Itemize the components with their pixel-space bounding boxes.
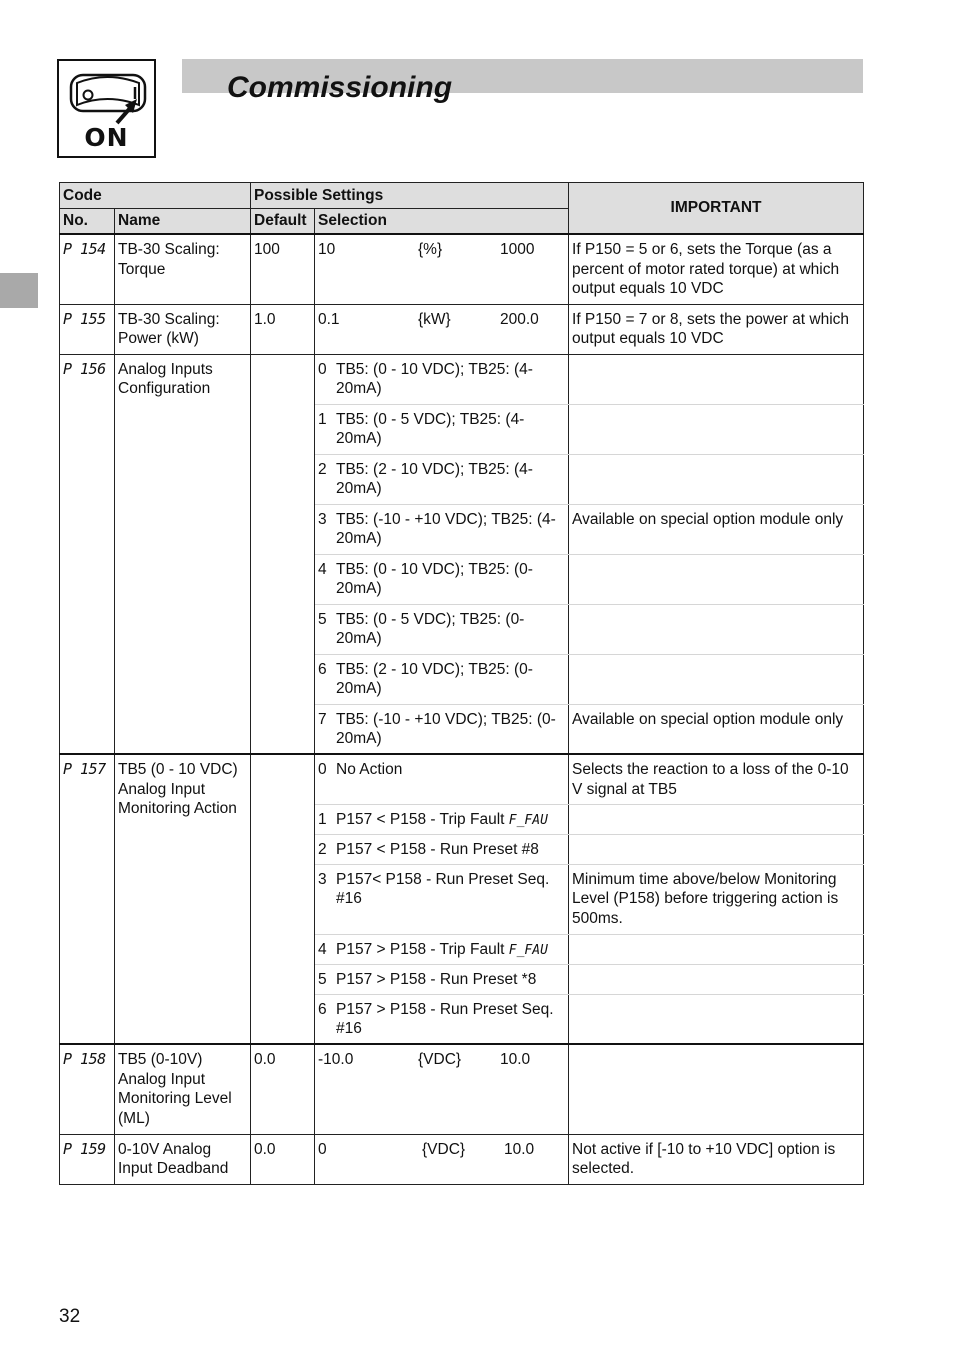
param-name: TB-30 Scaling: Power (kW)	[115, 304, 251, 354]
fault-code: F_FAU	[508, 812, 548, 828]
param-default	[251, 354, 315, 754]
side-tab-marker	[0, 273, 38, 308]
important-note: If P150 = 5 or 6, sets the Torque (as a percent of motor rated torque) at which output equals 10 VDC	[569, 234, 864, 304]
param-name: TB5 (0 - 10 VDC) Analog Input Monitoring Action	[115, 754, 251, 1044]
option-item: 6 TB5: (2 - 10 VDC); TB25: (0-20mA)	[318, 660, 533, 697]
option-item: 0 TB5: (0 - 10 VDC); TB25: (4-20mA)	[318, 360, 533, 397]
table-row-p154	[60, 234, 864, 304]
option-item: 5 P157 > P158 - Run Preset *8	[318, 970, 537, 988]
table-row-p155	[60, 304, 864, 354]
header-selection: Selection	[315, 209, 569, 235]
table-row-p159	[60, 1134, 864, 1184]
option-note	[569, 934, 864, 964]
param-default: 0.0	[251, 1134, 315, 1184]
param-default	[251, 754, 315, 1044]
header-name: Name	[115, 209, 251, 235]
param-code: P 159	[63, 1139, 106, 1158]
param-name: 0-10V Analog Input Deadband	[115, 1134, 251, 1184]
important-note: Not active if [-10 to +10 VDC] option is selected.	[569, 1134, 864, 1184]
option-item: 6 P157 > P158 - Run Preset Seq. #16	[318, 1000, 554, 1037]
option-note	[569, 454, 864, 504]
header-possible-settings: Possible Settings	[251, 183, 569, 209]
option-note	[569, 354, 864, 404]
option-note	[569, 834, 864, 864]
option-item: 2 TB5: (2 - 10 VDC); TB25: (4-20mA)	[318, 460, 533, 497]
selection-max: 10.0	[500, 1051, 531, 1068]
header-default: Default	[251, 209, 315, 235]
param-default: 1.0	[251, 304, 315, 354]
option-item: 1 P157 < P158 - Trip Fault F_FAU	[318, 810, 548, 828]
selection-min: 0.1	[318, 310, 340, 328]
param-default: 0.0	[251, 1044, 315, 1134]
option-item: 3 TB5: (-10 - +10 VDC); TB25: (4-20mA)	[318, 510, 556, 547]
param-name: Analog Inputs Configuration	[115, 354, 251, 754]
page-number: 32	[59, 1306, 81, 1327]
fault-code: F_FAU	[508, 942, 548, 958]
option-item: 4 TB5: (0 - 10 VDC); TB25: (0-20mA)	[318, 560, 533, 597]
option-item: 3 P157< P158 - Run Preset Seq. #16	[318, 870, 550, 907]
option-note	[569, 654, 864, 704]
selection-min: 10	[318, 241, 336, 258]
option-note	[569, 554, 864, 604]
logo-text: ON	[84, 123, 129, 152]
option-note	[569, 964, 864, 994]
selection-max: 200.0	[500, 310, 539, 328]
selection-unit: {%}	[418, 241, 443, 258]
param-name: TB5 (0-10V) Analog Input Monitoring Level (ML)	[115, 1044, 251, 1134]
selection-unit: {VDC}	[418, 1051, 462, 1068]
selection-unit: {kW}	[418, 310, 451, 328]
option-note: Available on special option module only	[569, 704, 864, 754]
selection-range	[318, 310, 565, 330]
selection-min: 0	[318, 1140, 327, 1158]
selection-max: 1000	[500, 241, 535, 258]
power-switch-logo	[57, 59, 156, 158]
table-row-p156	[60, 354, 864, 404]
option-item: 2 P157 < P158 - Run Preset #8	[318, 840, 539, 858]
header-code: Code	[60, 183, 251, 209]
option-item: 0 No Action	[318, 761, 403, 778]
table-row-p158	[60, 1044, 864, 1134]
param-default: 100	[251, 234, 315, 304]
selection-unit: {VDC}	[422, 1140, 466, 1158]
param-code: P 155	[63, 309, 106, 328]
selection-range	[318, 1050, 565, 1070]
header-no: No.	[60, 209, 115, 235]
option-note: Minimum time above/below Monitoring Level (P158) before triggering action is 500ms.	[569, 864, 864, 934]
param-code: P 156	[63, 359, 106, 378]
option-note	[569, 994, 864, 1044]
option-note	[569, 404, 864, 454]
param-code: P 154	[63, 240, 106, 258]
selection-max: 10.0	[504, 1140, 535, 1158]
important-note	[569, 1044, 864, 1134]
selection-range	[318, 1140, 565, 1160]
option-note: Selects the reaction to a loss of the 0-10 V signal at TB5	[569, 754, 864, 804]
header-important: IMPORTANT	[569, 183, 864, 235]
param-name: TB-30 Scaling: Torque	[115, 234, 251, 304]
param-code: P 157	[63, 760, 106, 778]
param-code: P 158	[63, 1050, 106, 1068]
selection-min: -10.0	[318, 1051, 354, 1068]
parameter-table	[59, 182, 864, 1185]
option-note	[569, 804, 864, 834]
table-row-p157	[60, 754, 864, 804]
option-item: 1 TB5: (0 - 5 VDC); TB25: (4-20mA)	[318, 410, 525, 447]
option-note	[569, 604, 864, 654]
option-note: Available on special option module only	[569, 504, 864, 554]
selection-range	[318, 240, 565, 260]
option-item: 4 P157 > P158 - Trip Fault F_FAU	[318, 940, 548, 958]
option-item: 5 TB5: (0 - 5 VDC); TB25: (0-20mA)	[318, 610, 525, 647]
page-title: Commissioning	[227, 71, 453, 104]
option-item: 7 TB5: (-10 - +10 VDC); TB25: (0-20mA)	[318, 710, 556, 747]
important-note: If P150 = 7 or 8, sets the power at which output equals 10 VDC	[569, 304, 864, 354]
